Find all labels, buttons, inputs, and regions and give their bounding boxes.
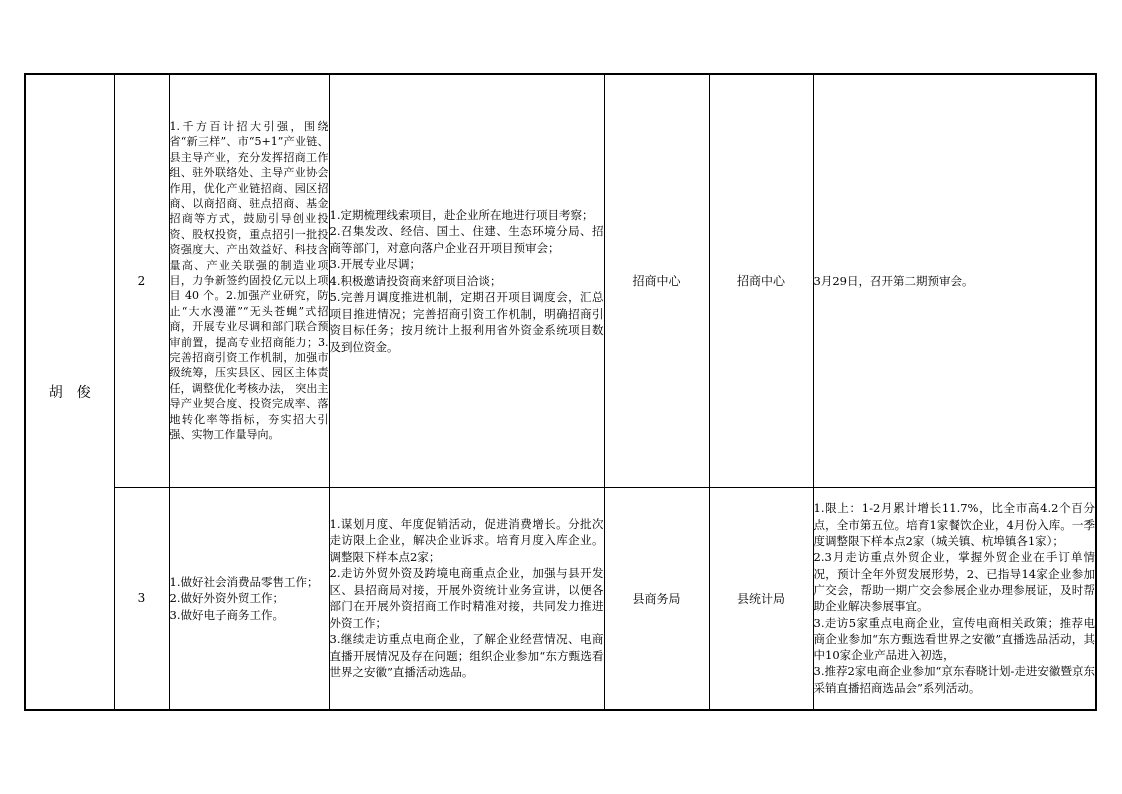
table-row <box>25 74 1096 487</box>
responsible-person-name: 胡俊 <box>48 385 105 401</box>
responsible-person-cell <box>25 74 114 710</box>
row-number: 3 <box>114 487 169 710</box>
task-content: 1.千方百计招大引强，围绕省“新三样”、市“5+1”产业链、县主导产业，充分发挥招商工作组、驻外联络处、主导产业协会作用，优化产业链招商、园区招商、以商招商、驻点招商、基金招商等方式，鼓励引导创业投资、股权投资，重点招引一批投资强度大、产出效益好、科技含量高、产业关联强的制造业项目，力争新签约固投亿元以上项目 40 个。2.加强产业研究，防止“大水漫灌”“无头苍蝇”式招商，开展专业尽调和部门联合预审前置，提高专业招商能力；3.完善招商引资工作机制，加强市级统筹，压实县区、园区主体责任，调整优化考核办法， 突出主导产业契合度、投资完成率、落地转化率等指标，夯实招大引强、实物工作量导向。 <box>169 74 329 487</box>
progress-content: 1.限上：1-2月累计增长11.7%，比全市高4.2个百分点，全市第五位。培育1家餐饮企业，4月份入库。一季度调整限下样本点2家（城关镇、杭埠镇各1家）； 2.3月走访重点外贸企业，掌握外贸企业在手订单情况，预计全年外贸发展形势，2、已指导14家企业参加广交会，帮助一期广交会参展企业办理参展证，及时帮助企业解决参展事宜。 3.走访5家重点电商企业，宣传电商相关政策；推荐电商企业参加“东方甄选看世界之安徽”直播选品活动，其中10家企业产品进入初选， 3.推荐2家电商企业参加“京东春晓计划-走进安徽暨京东采销直播招商选品会”系列活动。 <box>813 487 1096 710</box>
work-table <box>24 73 1097 711</box>
row-number: 2 <box>114 74 169 487</box>
stats-unit: 招商中心 <box>709 74 813 487</box>
lead-unit: 县商务局 <box>604 487 709 710</box>
lead-unit: 招商中心 <box>604 74 709 487</box>
measures-content: 1.谋划月度、年度促销活动，促进消费增长。分批次走访限上企业，解决企业诉求。培育月度入库企业。调整限下样本点2家； 2.走访外贸外资及跨境电商重点企业，加强与县开发区、县招商局对接，开展外资统计业务宣讲，以便各部门在开展外资招商工作时精准对接，共同发力推进外资工作； 3.继续走访重点电商企业，了解企业经营情况、电商直播开展情况及存在问题；组织企业参加“东方甄选看世界之安徽”直播活动选品。 <box>329 487 604 710</box>
table-row <box>25 487 1096 710</box>
task-content: 1.做好社会消费品零售工作； 2.做好外资外贸工作； 3.做好电子商务工作。 <box>169 487 329 710</box>
stats-unit: 县统计局 <box>709 487 813 710</box>
progress-content: 3月29日，召开第二期预审会。 <box>813 74 1096 487</box>
measures-content: 1.定期梳理线索项目，赴企业所在地进行项目考察； 2.召集发改、经信、国土、住建、生态环境分局、招商等部门，对意向落户企业召开项目预审会； 3.开展专业尽调； 4.积极邀请投资商来舒项目洽谈； 5.完善月调度推进机制，定期召开项目调度会，汇总项目推进情况；完善招商引资工作机制，明确招商引资目标任务；按月统计上报利用省外资金系统项目数及到位资金。 <box>329 74 604 487</box>
